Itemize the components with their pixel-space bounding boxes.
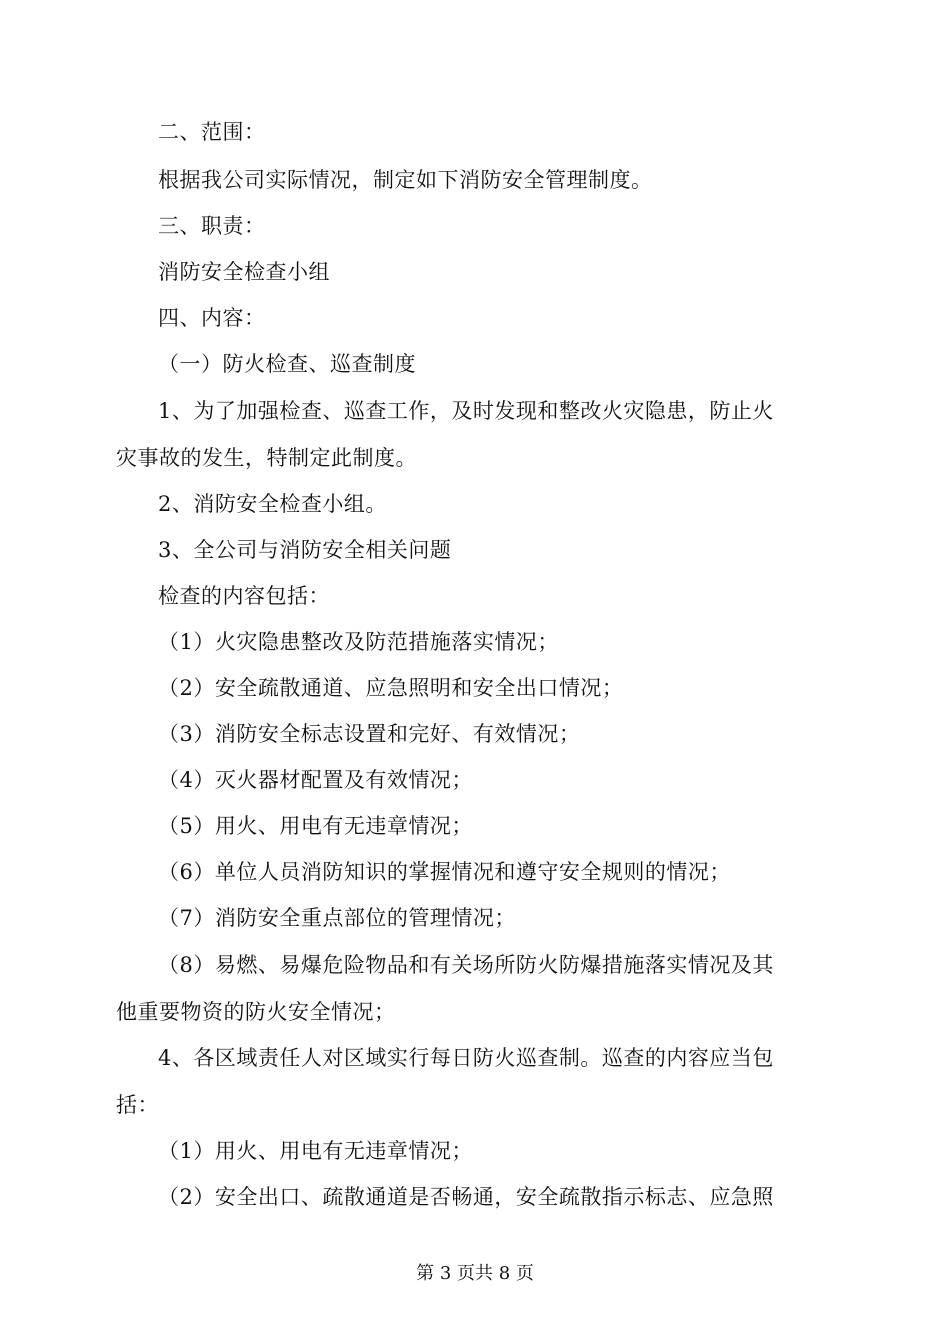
list-item: （5）用火、用电有无违章情况； bbox=[158, 814, 473, 838]
paragraph-text: 3、全公司与消防安全相关问题 bbox=[158, 538, 452, 562]
section-heading-scope: 二、范围： bbox=[158, 120, 266, 144]
paragraph-text: 检查的内容包括： bbox=[158, 584, 330, 608]
paragraph-text: 2、消防安全检查小组。 bbox=[158, 492, 387, 516]
page-number-footer: 第 3 页共 8 页 bbox=[416, 1263, 534, 1284]
paragraph-text: 根据我公司实际情况，制定如下消防安全管理制度。 bbox=[158, 168, 653, 192]
list-item: （8）易燃、易爆危险物品和有关场所防火防爆措施落实情况及其 bbox=[158, 953, 774, 977]
list-item-continued: 他重要物资的防火安全情况； bbox=[116, 1000, 396, 1024]
section-heading-duties: 三、职责： bbox=[158, 214, 266, 238]
list-item: （2）安全出口、疏散通道是否畅通，安全疏散指示标志、应急照 bbox=[158, 1185, 774, 1209]
list-item: （6）单位人员消防知识的掌握情况和遵守安全规则的情况； bbox=[158, 860, 731, 884]
paragraph-text-continued: 括： bbox=[116, 1093, 159, 1117]
list-item: （7）消防安全重点部位的管理情况； bbox=[158, 906, 516, 930]
list-item: （1）用火、用电有无违章情况； bbox=[158, 1139, 473, 1163]
list-item: （1）火灾隐患整改及防范措施落实情况； bbox=[158, 630, 559, 654]
paragraph-text: 1、为了加强检查、巡查工作，及时发现和整改火灾隐患，防止火 bbox=[158, 399, 774, 423]
list-item: （4）灭火器材配置及有效情况； bbox=[158, 768, 473, 792]
subsection-heading: （一）防火检查、巡查制度 bbox=[158, 352, 416, 376]
paragraph-text-continued: 灾事故的发生，特制定此制度。 bbox=[116, 446, 417, 470]
list-item: （3）消防安全标志设置和完好、有效情况； bbox=[158, 722, 581, 746]
list-item: （2）安全疏散通道、应急照明和安全出口情况； bbox=[158, 676, 624, 700]
section-heading-content: 四、内容： bbox=[158, 306, 266, 330]
paragraph-text: 消防安全检查小组 bbox=[158, 260, 330, 284]
paragraph-text: 4、各区域责任人对区域实行每日防火巡查制。巡查的内容应当包 bbox=[158, 1046, 774, 1070]
